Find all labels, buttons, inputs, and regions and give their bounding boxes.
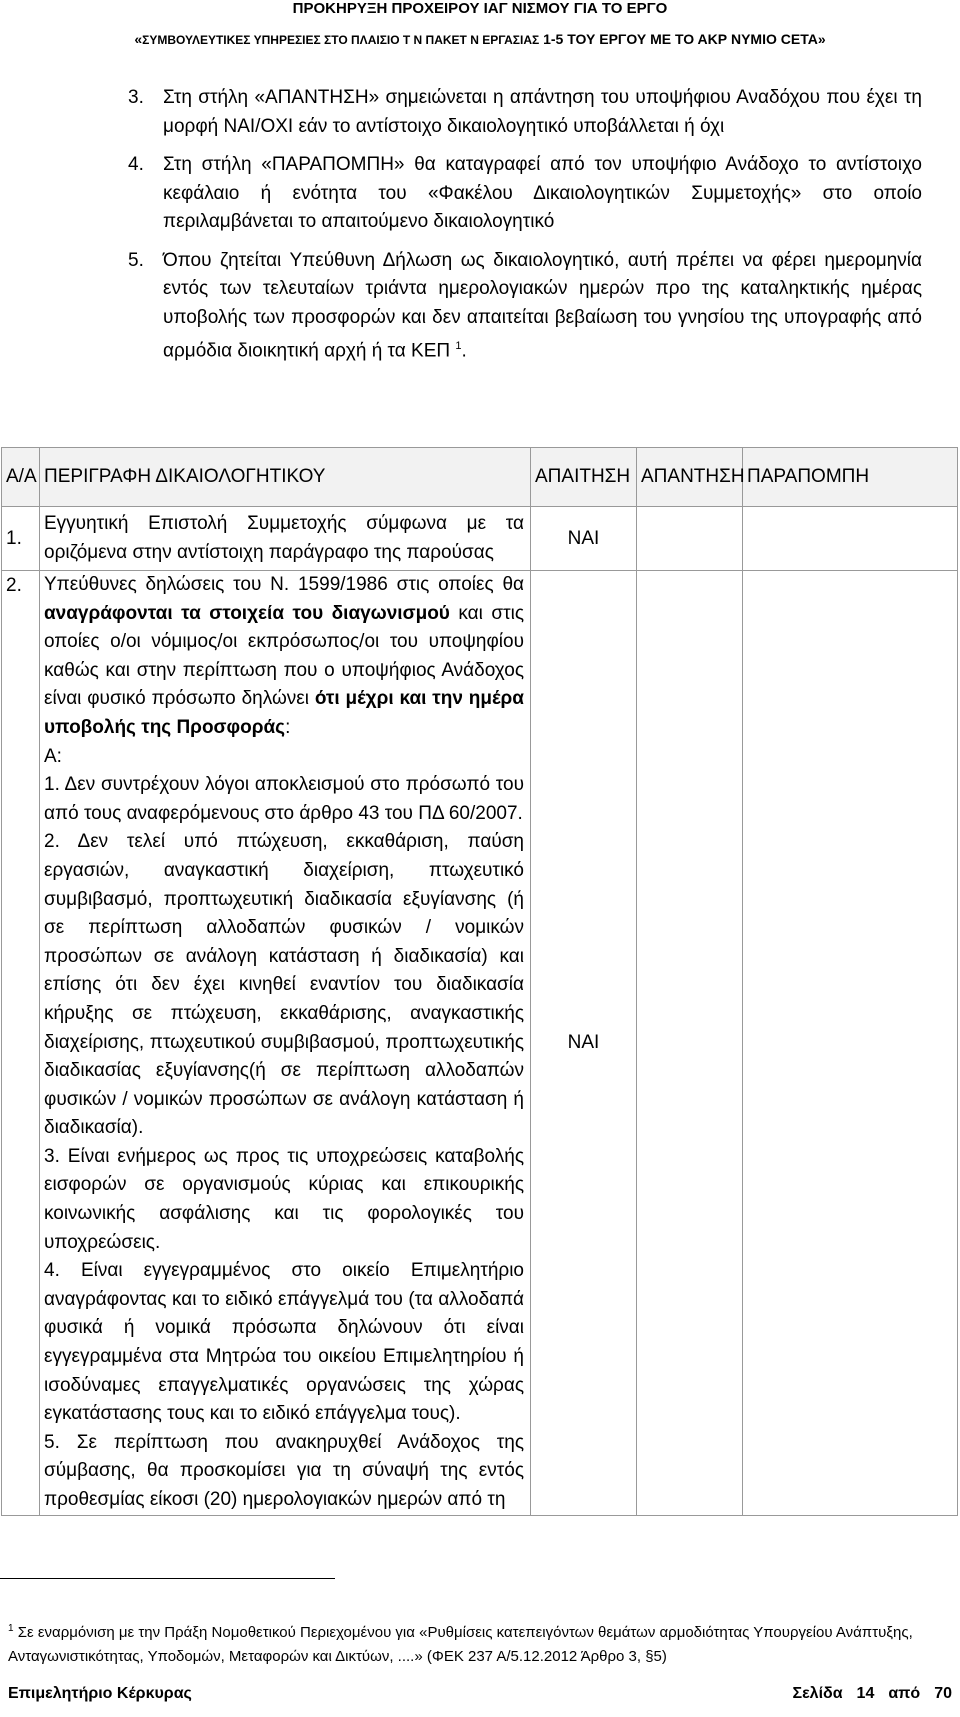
header-subtitle-main: ΣΥΜΒΟΥΛΕΥΤΙΚΕΣ ΥΠΗΡΕΣΙΕΣ ΣΤΟ ΠΛΑΙΣΙΟ Τ Ν ΠΑΚΕΤ Ν ΕΡΓΑΣΙΑΣ bbox=[142, 33, 540, 47]
instruction-item-3 bbox=[128, 84, 922, 141]
row-number: 1. bbox=[2, 507, 40, 571]
table-header-row bbox=[2, 448, 958, 507]
instruction-text-end: . bbox=[461, 340, 467, 362]
page-label: Σελίδα bbox=[792, 1685, 843, 1702]
instructions-list bbox=[128, 84, 922, 376]
page-header-title bbox=[0, 0, 960, 18]
header-title: ΠΡΟΚΗΡΥΞΗ ΠΡΟΧΕΙΡΟΥ ΙΑΓ ΝΙΣΜΟΥ ΓΙΑ ΤΟ ΕΡΓΟ bbox=[292, 0, 668, 17]
row-description bbox=[40, 571, 531, 1516]
column-header-description: ΠΕΡΙΓΡΑΦΗ ΔΙΚΑΙΟΛΟΓΗΤΙΚΟΥ bbox=[40, 448, 531, 507]
row-reference-cell[interactable] bbox=[743, 507, 958, 571]
instruction-text bbox=[163, 247, 922, 366]
column-header-reference: ΠΑΡΑΠΟΜΠΗ bbox=[743, 448, 958, 507]
column-header-answer: ΑΠΑΝΤΗΣΗ bbox=[637, 448, 743, 507]
footer-organization: Επιμελητήριο Κέρκυρας bbox=[8, 1685, 192, 1702]
declaration-point: 3. Είναι ενήμερος ως προς τις υποχρεώσεις καταβολής εισφορών σε οργανισμούς κύριας και επικουρικής κοινωνικής ασφάλισης και τις φορολογικές του υποχρεώσεις. bbox=[44, 1145, 524, 1253]
requirements-table bbox=[1, 447, 958, 1516]
footnote-text: Σε εναρμόνιση με την Πράξη Νομοθετικού Περιεχομένου για «Ρυθμίσεις κατεπειγόντων θεμάτων αρμοδιότητας Υπουργείου Ανάπτυξης, Ανταγωνιστικότητας, Υποδομών, Μεταφορών και Δικτύων, ....» (ΦΕΚ 237 Α/5.12.2012 Άρθρο 3, §5) bbox=[8, 1624, 913, 1665]
footnote-marker: 1 bbox=[8, 1623, 14, 1634]
row-reference-cell[interactable] bbox=[743, 571, 958, 1516]
footer-page-number bbox=[792, 1685, 952, 1703]
column-header-requirement: ΑΠΑΙΤΗΣΗ bbox=[531, 448, 637, 507]
row-description: Εγγυητική Επιστολή Συμμετοχής σύμφωνα με τα οριζόμενα στην αντίστοιχη παράγραφο της παρούσας bbox=[40, 507, 531, 571]
page-header-subtitle bbox=[0, 30, 960, 49]
table-row bbox=[2, 571, 958, 1516]
declaration-point: 1. Δεν συντρέχουν λόγοι αποκλεισμού στο πρόσωπό του από τους αναφερόμενους στο άρθρο 43 του ΠΔ 60/2007. bbox=[44, 774, 524, 824]
intro-text: και στις οποίες ο/οι νόμιμος/οι εκπρόσωπος/οι του υποψηφίου καθώς και στην περίπτωση που ο υποψήφιος Ανάδοχος είναι φυσικό πρόσωπο δηλώνει bbox=[44, 602, 524, 710]
header-quote-open: « bbox=[134, 31, 143, 47]
instruction-number: 3. bbox=[128, 87, 144, 108]
instruction-item-5 bbox=[128, 247, 922, 366]
declaration-point: 5. Σε περίπτωση που ανακηρυχθεί Ανάδοχος της σύμβασης, θα προσκομίσει για τη σύναψή της εντός προθεσμίας είκοσι (20) ημερολογιακών ημερών από τη bbox=[44, 1431, 524, 1510]
instruction-item-4 bbox=[128, 151, 922, 237]
declaration-intro bbox=[44, 571, 524, 743]
instruction-number: 5. bbox=[128, 249, 144, 271]
footnote-reference[interactable]: 1 bbox=[455, 340, 462, 352]
total-pages: 70 bbox=[934, 1685, 952, 1702]
row-answer-cell[interactable] bbox=[637, 507, 743, 571]
header-subtitle-end: CETA» bbox=[780, 31, 826, 47]
instruction-text: Στη στήλη «ΠΑΡΑΠΟΜΠΗ» θα καταγραφεί από τον υποψήφιο Ανάδοχο το αντίστοιχο κεφάλαιο ή ενότητα του «Φακέλου Δικαιολογητικών Συμμετοχής» στο οποίο περιλαμβάνεται το απαιτούμενο δικαιολογητικό bbox=[163, 154, 922, 232]
row-number: 2. bbox=[2, 571, 40, 1516]
declaration-point: 2. Δεν τελεί υπό πτώχευση, εκκαθάριση, παύση εργασιών, αναγκαστική διαχείριση, πτωχευτικό συμβιβασμό, προπτωχευτική διαδικασία εξυγίανσης (ή σε περίπτωση αλλοδαπών φυσικών / νομικών προσώπων σε ανάλογη κατάσταση ή διαδικασία) και επίσης ότι δεν έχει κινηθεί εναντίον του διαδικασία κήρυξης σε πτώχευση, εκκαθάρισης, αναγκαστικής διαχείρισης, πτωχευτικού συμβιβασμού, προπτωχευτικής διαδικασίας εξυγίανσης(ή σε περίπτωση αλλοδαπών φυσικών / νομικών προσώπων σε ανάλογη κατάσταση ή διαδικασία). bbox=[44, 831, 524, 1139]
table-row bbox=[2, 507, 958, 571]
current-page: 14 bbox=[856, 1685, 875, 1702]
instruction-text-body: Όπου ζητείται Υπεύθυνη Δήλωση ως δικαιολογητικό, αυτή πρέπει να φέρει ημερομηνία εντός των τελευταίων τριάντα ημερολογιακών ημερών προ της καταληκτικής ημέρας υποβολής των προσφορών και δεν απαιτείται βεβαίωση του γνησίου της υπογραφής από αρμόδια διοικητική αρχή ή τα ΚΕΠ bbox=[163, 249, 922, 362]
intro-text: : bbox=[285, 716, 291, 738]
instruction-text: Στη στήλη «ΑΠΑΝΤΗΣΗ» σημειώνεται η απάντηση του υποψήφιου Αναδόχου που έχει τη μορφή ΝΑΙ/ΟΧΙ εάν το αντίστοιχο δικαιολογητικό υποβάλλεται ή όχι bbox=[163, 87, 922, 137]
of-label: από bbox=[888, 1685, 921, 1702]
declaration-point: 4. Είναι εγγεγραμμένος στο οικείο Επιμελητήριο αναγράφοντας και το ειδικό επάγγελμά του (τα αλλοδαπά φυσικά ή νομικά πρόσωπα δηλώνουν ότι είναι εγγεγραμμένα στα Μητρώα του οικείου Επιμελητηρίου ή ισοδύναμες επαγγελματικές οργανώσεις της χώρας εγκατάστασης τους και το ειδικό επάγγελμα τους). bbox=[44, 1260, 524, 1425]
intro-text: Υπεύθυνες δηλώσεις του Ν. 1599/1986 στις οποίες θα bbox=[44, 574, 524, 595]
row-requirement: ΝΑΙ bbox=[531, 507, 637, 571]
footnote bbox=[8, 1617, 958, 1669]
declaration-label: Α: bbox=[44, 745, 62, 767]
column-header-aa: Α/Α bbox=[2, 448, 40, 507]
footnote-separator bbox=[0, 1578, 335, 1579]
intro-bold-text: αναγράφονται τα στοιχεία του διαγωνισμού bbox=[44, 602, 450, 624]
row-answer-cell[interactable] bbox=[637, 571, 743, 1516]
instruction-number: 4. bbox=[128, 154, 144, 175]
row-requirement: ΝΑΙ bbox=[531, 571, 637, 1516]
header-subtitle-tail: 1-5 ΤΟΥ ΕΡΓΟΥ ΜΕ ΤΟ ΑΚΡ ΝΥΜΙΟ bbox=[543, 31, 777, 47]
intro-bold-text: ότι μέχρι και την ημέρα υποβολής της Προσφοράς bbox=[44, 688, 524, 738]
